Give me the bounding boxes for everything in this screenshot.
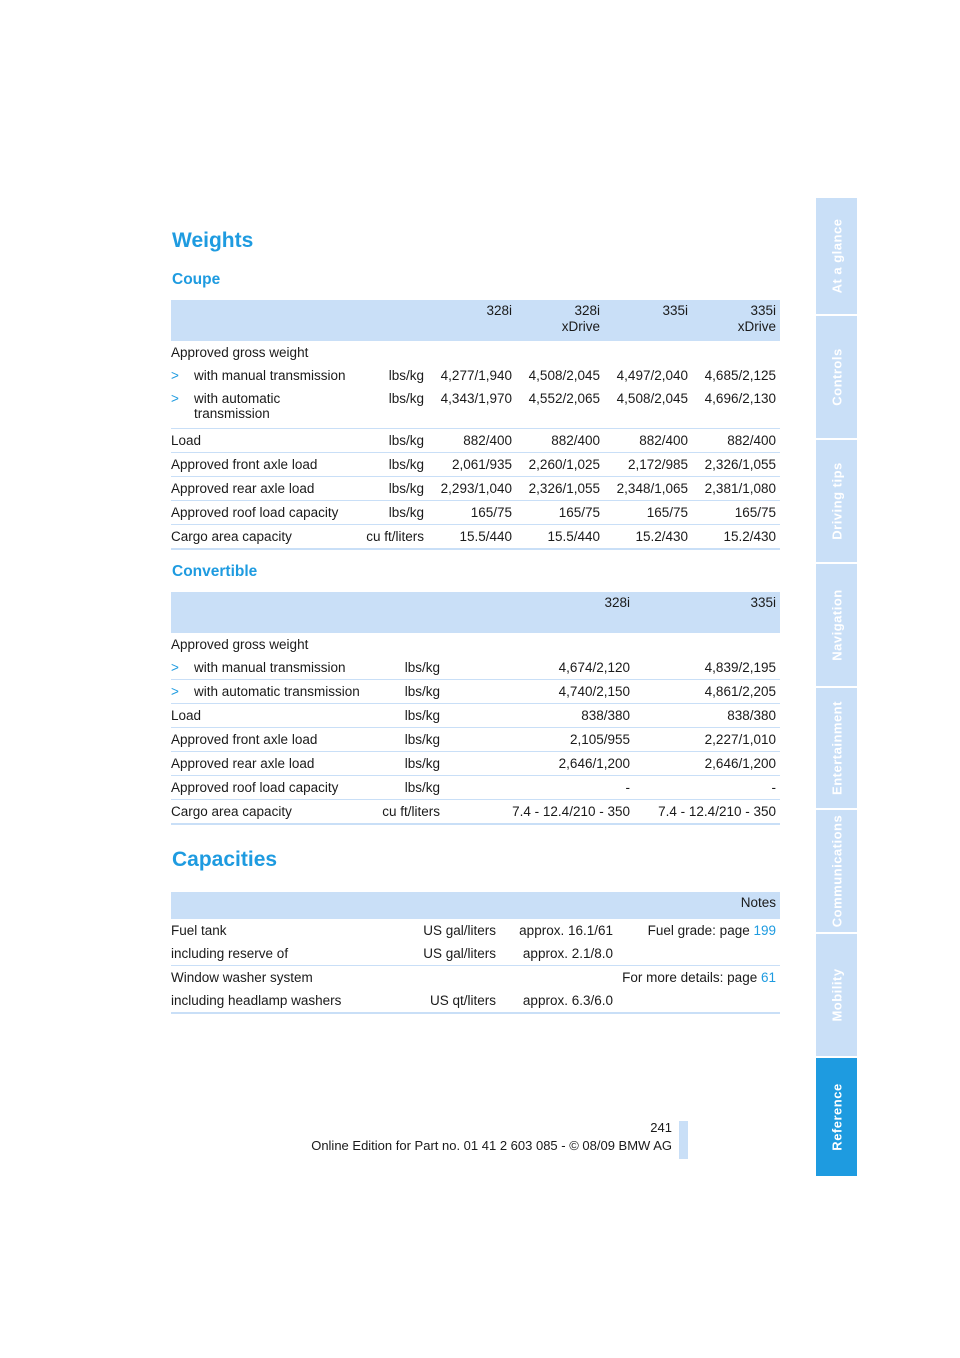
unit-cell: US gal/liters — [391, 919, 500, 943]
unit-cell: lbs/kg — [354, 428, 428, 452]
value-cell: 882/400 — [428, 428, 516, 452]
value-cell: 165/75 — [428, 500, 516, 524]
value-cell: 4,508/2,045 — [616, 391, 688, 406]
capacities-header-row — [171, 892, 780, 919]
note-cell — [617, 942, 780, 966]
row-label — [171, 364, 354, 387]
page-marker-bar — [679, 1121, 688, 1159]
value-cell: 4,839/2,195 — [704, 660, 776, 675]
chapter-tab-label: Navigation — [829, 589, 844, 661]
capacities-title: Capacities — [172, 848, 278, 871]
coupe-col-header: 335i — [604, 300, 692, 341]
row-label — [171, 680, 376, 704]
value-cell: 882/400 — [516, 428, 604, 452]
row-label: Approved rear axle load — [171, 752, 376, 776]
table-row — [171, 524, 780, 549]
chapter-tab-controls[interactable] — [816, 316, 857, 440]
unit-cell — [391, 966, 500, 990]
value-cell: approx. 2.1/8.0 — [522, 946, 613, 961]
page-link[interactable]: 199 — [753, 923, 776, 938]
unit-cell: US gal/liters — [423, 946, 496, 961]
value-cell: 2,293/1,040 — [428, 476, 516, 500]
note-text: For more details: page — [622, 970, 761, 985]
chapter-tab-label: At a glance — [829, 218, 844, 294]
section-title-convertible: Convertible — [172, 563, 258, 580]
convertible-weights-table — [171, 592, 780, 825]
coupe-weights-table — [171, 300, 780, 550]
row-label-text: with manual transmission — [194, 660, 346, 675]
coupe-header-row — [171, 300, 780, 341]
chapter-tab-navigation[interactable] — [816, 564, 857, 688]
coupe-col-header: 335i xDrive — [692, 300, 780, 341]
notes-header: Notes — [617, 892, 780, 919]
row-label: Approved front axle load — [171, 452, 354, 476]
value-cell: 4,343/1,970 — [440, 391, 512, 406]
value-cell: 838/380 — [634, 704, 780, 728]
row-label: Cargo area capacity — [171, 800, 376, 825]
chapter-tab-label: Reference — [829, 1083, 844, 1151]
table-row — [171, 966, 780, 990]
bullet-arrow-icon: > — [171, 660, 179, 675]
row-label: Approved roof load capacity — [171, 776, 376, 800]
value-cell: 4,696/2,130 — [704, 391, 776, 406]
table-row — [171, 387, 780, 428]
row-label-text: with automatic transmission — [194, 684, 360, 699]
chapter-tab-label: Mobility — [829, 968, 844, 1022]
row-label-text: with automatic transmission — [194, 391, 281, 421]
value-cell: 7.4 - 12.4/210 - 350 — [634, 800, 780, 825]
unit-cell: lbs/kg — [354, 452, 428, 476]
unit-cell: lbs/kg — [376, 728, 444, 752]
table-row — [171, 989, 780, 1013]
row-label: Approved rear axle load — [171, 476, 354, 500]
chapter-tab-label: Driving tips — [829, 462, 844, 540]
value-cell: 4,552/2,065 — [528, 391, 600, 406]
note-cell — [617, 966, 780, 990]
page-number: 241 — [650, 1120, 672, 1135]
value-cell: - — [634, 776, 780, 800]
value-cell: 2,381/1,080 — [692, 476, 780, 500]
value-cell: 15.5/440 — [516, 524, 604, 549]
value-cell: 2,646/1,200 — [444, 752, 634, 776]
bullet-arrow-icon: > — [171, 684, 179, 699]
value-cell — [500, 966, 617, 990]
value-cell: - — [444, 776, 634, 800]
unit-cell: lbs/kg — [376, 752, 444, 776]
unit-cell: lbs/kg — [376, 776, 444, 800]
table-row — [171, 656, 780, 680]
unit-cell: lbs/kg — [354, 476, 428, 500]
row-label: Fuel tank — [171, 919, 391, 943]
unit-cell: lbs/kg — [388, 391, 424, 406]
table-row — [171, 942, 780, 966]
row-label: Approved front axle load — [171, 728, 376, 752]
row-label-text: with manual transmission — [194, 368, 346, 383]
chapter-tab-driving-tips[interactable] — [816, 440, 857, 564]
chapter-tabs — [816, 198, 857, 1178]
row-label: Cargo area capacity — [171, 524, 354, 549]
value-cell: 165/75 — [604, 500, 692, 524]
table-row — [171, 428, 780, 452]
unit-cell: lbs/kg — [354, 500, 428, 524]
coupe-col-header: 328i xDrive — [516, 300, 604, 341]
note-text: Fuel grade: page — [647, 923, 754, 938]
table-row — [171, 919, 780, 943]
chapter-tab-label: Entertainment — [829, 701, 844, 795]
convertible-col-header: 335i — [634, 592, 780, 633]
gross-weight-row — [171, 633, 780, 656]
table-row — [171, 776, 780, 800]
value-cell: 15.5/440 — [428, 524, 516, 549]
gross-weight-label: Approved gross weight — [171, 637, 309, 652]
row-label: Load — [171, 428, 354, 452]
table-row — [171, 476, 780, 500]
chapter-tab-label: Controls — [829, 348, 844, 406]
unit-cell: lbs/kg — [376, 704, 444, 728]
value-cell: 165/75 — [516, 500, 604, 524]
value-cell: approx. 16.1/61 — [500, 919, 617, 943]
value-cell: 2,646/1,200 — [634, 752, 780, 776]
value-cell: 4,277/1,940 — [440, 368, 512, 383]
chapter-tab-entertainment[interactable] — [816, 688, 857, 810]
row-label: including headlamp washers — [171, 989, 391, 1013]
row-label: Load — [171, 704, 376, 728]
value-cell: 882/400 — [604, 428, 692, 452]
footer-edition: Online Edition for Part no. 01 41 2 603 085 - © 08/09 BMW AG — [311, 1138, 672, 1153]
value-cell: 838/380 — [444, 704, 634, 728]
value-cell: 2,326/1,055 — [692, 452, 780, 476]
value-cell: 4,508/2,045 — [528, 368, 600, 383]
table-row — [171, 800, 780, 825]
value-cell: 4,674/2,120 — [558, 660, 630, 675]
table-row — [171, 500, 780, 524]
value-cell: 4,861/2,205 — [634, 680, 780, 704]
table-row — [171, 728, 780, 752]
value-cell: 2,348/1,065 — [604, 476, 692, 500]
value-cell: 4,685/2,125 — [704, 368, 776, 383]
section-title-coupe: Coupe — [172, 271, 221, 288]
unit-cell: lbs/kg — [388, 368, 424, 383]
chapter-tab-communications[interactable] — [816, 810, 857, 934]
row-label: including reserve of — [171, 946, 289, 961]
note-cell — [617, 989, 780, 1013]
value-cell: 15.2/430 — [692, 524, 780, 549]
coupe-col-header: 328i — [428, 300, 516, 341]
unit-cell: cu ft/liters — [354, 524, 428, 549]
convertible-header-row — [171, 592, 780, 633]
chapter-tab-label: Communications — [829, 814, 844, 928]
note-cell — [617, 919, 780, 943]
value-cell: 2,326/1,055 — [516, 476, 604, 500]
unit-cell: US qt/liters — [391, 989, 500, 1013]
unit-cell: lbs/kg — [404, 660, 440, 675]
chapter-tab-mobility[interactable] — [816, 934, 857, 1058]
table-row — [171, 364, 780, 387]
row-label — [171, 656, 376, 680]
row-label: Window washer system — [171, 966, 391, 990]
value-cell: 2,172/985 — [604, 452, 692, 476]
chapter-tab-reference[interactable] — [816, 1058, 857, 1178]
table-row — [171, 704, 780, 728]
unit-cell: cu ft/liters — [376, 800, 444, 825]
value-cell: 2,260/1,025 — [516, 452, 604, 476]
value-cell: approx. 6.3/6.0 — [500, 989, 617, 1013]
chapter-tab-at-a-glance[interactable] — [816, 198, 857, 316]
row-label: Approved roof load capacity — [171, 500, 354, 524]
value-cell: 2,105/955 — [444, 728, 634, 752]
convertible-col-header: 328i — [444, 592, 634, 633]
capacities-table — [171, 892, 780, 1014]
page-link[interactable]: 61 — [760, 970, 776, 985]
row-label — [171, 387, 354, 428]
page-title: Weights — [172, 229, 254, 252]
table-row — [171, 752, 780, 776]
value-cell: 165/75 — [692, 500, 780, 524]
value-cell: 7.4 - 12.4/210 - 350 — [444, 800, 634, 825]
value-cell: 2,227/1,010 — [634, 728, 780, 752]
value-cell: 2,061/935 — [428, 452, 516, 476]
table-row — [171, 680, 780, 704]
value-cell: 4,740/2,150 — [444, 680, 634, 704]
gross-weight-label: Approved gross weight — [171, 345, 309, 360]
value-cell: 882/400 — [692, 428, 780, 452]
value-cell: 4,497/2,040 — [616, 368, 688, 383]
gross-weight-row — [171, 341, 780, 364]
value-cell: 15.2/430 — [604, 524, 692, 549]
table-row — [171, 452, 780, 476]
bullet-arrow-icon: > — [171, 368, 179, 383]
bullet-arrow-icon: > — [171, 391, 179, 406]
unit-cell: lbs/kg — [376, 680, 444, 704]
